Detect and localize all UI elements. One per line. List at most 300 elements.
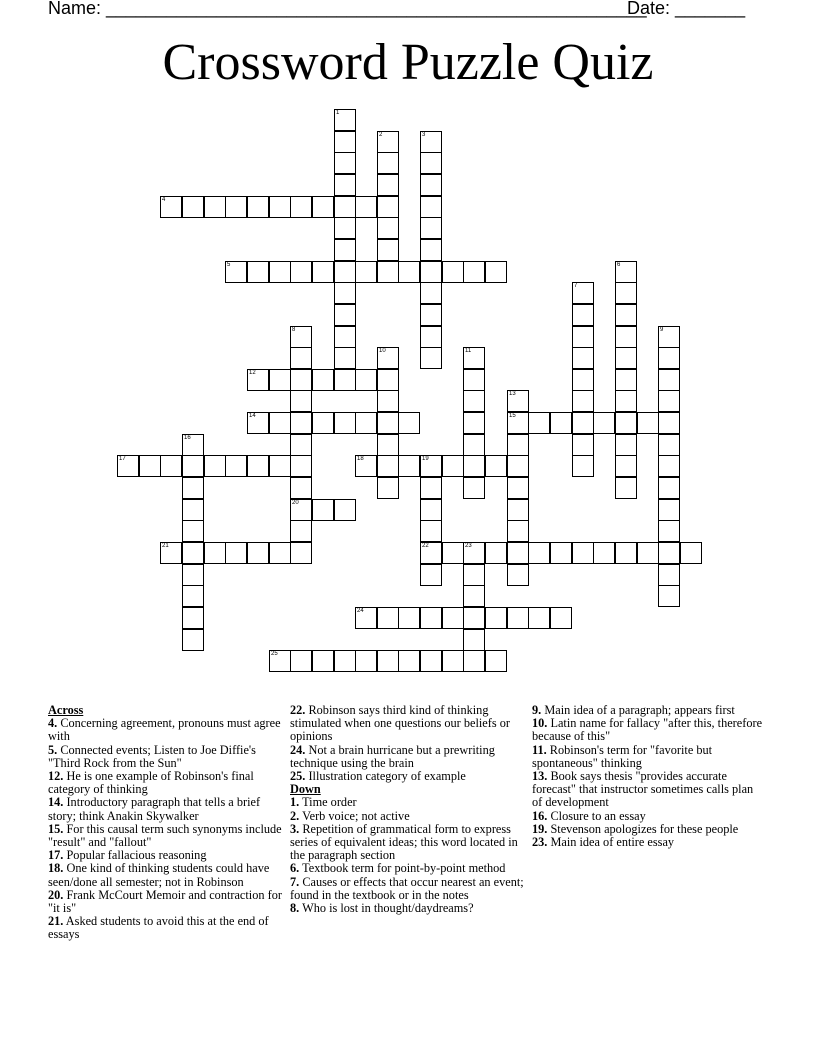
- grid-cell[interactable]: [658, 412, 680, 434]
- clue-text: Stevenson apologizes for these people: [550, 821, 739, 836]
- clue-text: Repetition of grammatical form to express series of equivalent ideas; this word located in the paragraph section: [290, 821, 518, 863]
- grid-cell[interactable]: [550, 607, 572, 629]
- clue-text: Robinson says third kind of thinking stimulated when one questions our beliefs or opinions: [290, 703, 510, 744]
- grid-cell[interactable]: [420, 174, 442, 196]
- grid-cell[interactable]: [420, 477, 442, 499]
- grid-cell[interactable]: [312, 499, 334, 521]
- grid-cell[interactable]: [528, 412, 550, 434]
- grid-cell[interactable]: [334, 304, 356, 326]
- grid-cell[interactable]: [182, 196, 204, 218]
- grid-cell[interactable]: [247, 196, 269, 218]
- clue-item: [290, 823, 524, 863]
- grid-cell[interactable]: [637, 412, 659, 434]
- grid-cell[interactable]: [182, 564, 204, 586]
- grid-cell[interactable]: [572, 369, 594, 391]
- grid-cell[interactable]: [420, 564, 442, 586]
- grid-cell[interactable]: [463, 607, 485, 629]
- grid-cell[interactable]: [615, 326, 637, 348]
- clue-number: 6: [617, 262, 621, 268]
- grid-cell[interactable]: [247, 455, 269, 477]
- grid-cell[interactable]: [377, 239, 399, 261]
- clue-number: 14: [249, 413, 256, 419]
- grid-cell[interactable]: [572, 434, 594, 456]
- grid-cell[interactable]: [572, 412, 594, 434]
- grid-cell[interactable]: [593, 412, 615, 434]
- grid-cell[interactable]: [290, 542, 312, 564]
- grid-cell[interactable]: [377, 607, 399, 629]
- clue-text: Latin name for fallacy "after this, therefore because of this": [532, 716, 763, 744]
- grid-cell[interactable]: [290, 455, 312, 477]
- grid-cell[interactable]: [377, 650, 399, 672]
- grid-cell[interactable]: [117, 455, 139, 477]
- grid-cell[interactable]: [615, 390, 637, 412]
- grid-cell[interactable]: [572, 542, 594, 564]
- grid-cell[interactable]: [615, 477, 637, 499]
- grid-cell[interactable]: [269, 412, 291, 434]
- grid-cell[interactable]: [377, 217, 399, 239]
- grid-cell[interactable]: [182, 629, 204, 651]
- clue-number: 20.: [48, 887, 64, 902]
- page-title: Crossword Puzzle Quiz: [162, 34, 654, 91]
- clue-text: Main idea of entire essay: [550, 835, 675, 850]
- grid-cell[interactable]: [658, 326, 680, 348]
- grid-cell[interactable]: [550, 542, 572, 564]
- grid-cell[interactable]: [269, 650, 291, 672]
- grid-cell[interactable]: [355, 650, 377, 672]
- clue-item: [290, 704, 524, 744]
- grid-cell[interactable]: [485, 542, 507, 564]
- grid-cell[interactable]: [615, 412, 637, 434]
- grid-cell[interactable]: [658, 455, 680, 477]
- clue-text: Main idea of a paragraph; appears first: [544, 703, 735, 717]
- grid-cell[interactable]: [420, 607, 442, 629]
- grid-cell[interactable]: [334, 282, 356, 304]
- grid-cell[interactable]: [247, 369, 269, 391]
- grid-cell[interactable]: [355, 261, 377, 283]
- grid-cell[interactable]: [572, 282, 594, 304]
- clue-number: 25: [271, 651, 278, 657]
- grid-cell[interactable]: [334, 369, 356, 391]
- clue-number: 2.: [290, 808, 300, 823]
- clue-number: 19: [422, 456, 429, 462]
- grid-cell[interactable]: [420, 261, 442, 283]
- clue-item: [48, 862, 282, 888]
- grid-cell[interactable]: [290, 390, 312, 412]
- grid-cell[interactable]: [507, 607, 529, 629]
- clue-number: 20: [292, 500, 299, 506]
- grid-cell[interactable]: [160, 542, 182, 564]
- grid-cell[interactable]: [680, 542, 702, 564]
- grid-cell[interactable]: [204, 196, 226, 218]
- grid-cell[interactable]: [507, 542, 529, 564]
- name-field-label: Name: ______________________________________________________: [48, 0, 647, 18]
- grid-cell[interactable]: [615, 304, 637, 326]
- grid-cell[interactable]: [485, 607, 507, 629]
- grid-cell[interactable]: [507, 564, 529, 586]
- grid-cell[interactable]: [312, 196, 334, 218]
- clue-text: Introductory paragraph that tells a brief story; think Anakin Skywalker: [48, 795, 261, 823]
- grid-cell[interactable]: [290, 520, 312, 542]
- grid-cell[interactable]: [442, 650, 464, 672]
- grid-cell[interactable]: [225, 196, 247, 218]
- clue-number: 10: [379, 348, 386, 354]
- grid-cell[interactable]: [550, 412, 572, 434]
- grid-cell[interactable]: [485, 650, 507, 672]
- grid-cell[interactable]: [334, 109, 356, 131]
- grid-cell[interactable]: [658, 499, 680, 521]
- grid-cell[interactable]: [312, 650, 334, 672]
- grid-cell[interactable]: [290, 347, 312, 369]
- grid-cell[interactable]: [312, 369, 334, 391]
- grid-cell[interactable]: [377, 455, 399, 477]
- clue-text: Who is lost in thought/daydreams?: [302, 901, 474, 916]
- date-field-label: Date: _______: [627, 0, 746, 18]
- clue-number: 8: [292, 327, 296, 333]
- grid-cell[interactable]: [334, 152, 356, 174]
- grid-cell[interactable]: [225, 542, 247, 564]
- grid-cell[interactable]: [507, 434, 529, 456]
- clue-number: 9: [660, 327, 664, 333]
- grid-cell[interactable]: [290, 477, 312, 499]
- grid-cell[interactable]: [442, 542, 464, 564]
- grid-cell[interactable]: [658, 369, 680, 391]
- grid-cell[interactable]: [463, 629, 485, 651]
- clue-number: 5: [227, 262, 231, 268]
- clue-number: 3.: [290, 821, 300, 836]
- clue-text: Frank McCourt Memoir and contraction for "it is": [48, 887, 282, 916]
- grid-cell[interactable]: [334, 261, 356, 283]
- clue-number: 6.: [290, 861, 300, 876]
- grid-cell[interactable]: [334, 174, 356, 196]
- grid-cell[interactable]: [269, 455, 291, 477]
- grid-cell[interactable]: [658, 347, 680, 369]
- grid-cell[interactable]: [528, 607, 550, 629]
- grid-cell[interactable]: [160, 196, 182, 218]
- clue-number: 1: [336, 110, 340, 116]
- clue-text: Asked students to avoid this at the end of essays: [48, 914, 269, 942]
- grid-cell[interactable]: [290, 434, 312, 456]
- clue-number: 1.: [290, 795, 300, 810]
- grid-cell[interactable]: [507, 520, 529, 542]
- grid-cell[interactable]: [507, 499, 529, 521]
- clue-number: 7.: [290, 874, 300, 889]
- grid-cell[interactable]: [182, 585, 204, 607]
- grid-cell[interactable]: [572, 304, 594, 326]
- grid-cell[interactable]: [420, 326, 442, 348]
- grid-cell[interactable]: [572, 390, 594, 412]
- clue-text: For this causal term such synonyms include "result" and "fallout": [48, 821, 282, 850]
- clue-number: 4: [162, 197, 166, 203]
- grid-cell[interactable]: [290, 326, 312, 348]
- clue-number: 12: [249, 370, 256, 376]
- clue-number: 11.: [532, 742, 547, 757]
- grid-cell[interactable]: [420, 542, 442, 564]
- grid-cell[interactable]: [398, 650, 420, 672]
- grid-cell[interactable]: [420, 282, 442, 304]
- grid-cell[interactable]: [247, 542, 269, 564]
- grid-cell[interactable]: [247, 261, 269, 283]
- clue-column-2: [290, 704, 524, 915]
- grid-cell[interactable]: [420, 455, 442, 477]
- clue-number: 10.: [532, 716, 548, 731]
- clue-item: [48, 823, 282, 849]
- grid-cell[interactable]: [312, 261, 334, 283]
- grid-cell[interactable]: [615, 282, 637, 304]
- clue-item: [290, 902, 524, 915]
- grid-cell[interactable]: [442, 261, 464, 283]
- grid-cell[interactable]: [398, 261, 420, 283]
- clue-number: 13.: [532, 769, 548, 784]
- grid-cell[interactable]: [442, 607, 464, 629]
- grid-cell[interactable]: [615, 542, 637, 564]
- grid-cell[interactable]: [334, 650, 356, 672]
- grid-cell[interactable]: [290, 412, 312, 434]
- grid-cell[interactable]: [463, 390, 485, 412]
- grid-cell[interactable]: [615, 369, 637, 391]
- across-heading: Across: [48, 703, 84, 717]
- grid-cell[interactable]: [355, 196, 377, 218]
- clue-item: [532, 744, 766, 770]
- grid-cell[interactable]: [507, 390, 529, 412]
- clue-number: 14.: [48, 795, 64, 810]
- grid-cell[interactable]: [420, 239, 442, 261]
- grid-cell[interactable]: [139, 455, 161, 477]
- clue-item: [48, 889, 282, 915]
- clue-item: [290, 744, 524, 770]
- clue-number: 15: [509, 413, 516, 419]
- grid-cell[interactable]: [615, 347, 637, 369]
- grid-cell[interactable]: [377, 174, 399, 196]
- grid-cell[interactable]: [463, 412, 485, 434]
- grid-cell[interactable]: [377, 347, 399, 369]
- grid-cell[interactable]: [312, 412, 334, 434]
- grid-cell[interactable]: [290, 196, 312, 218]
- clue-number: 8.: [290, 901, 300, 916]
- clue-column-3: [532, 704, 766, 849]
- clue-item: [290, 770, 524, 783]
- grid-cell[interactable]: [463, 564, 485, 586]
- grid-cell[interactable]: [377, 152, 399, 174]
- clue-number: 24.: [290, 742, 306, 757]
- grid-cell[interactable]: [225, 261, 247, 283]
- grid-cell[interactable]: [398, 455, 420, 477]
- grid-cell[interactable]: [269, 196, 291, 218]
- clue-text: Verb voice; not active: [302, 808, 410, 823]
- grid-cell[interactable]: [160, 455, 182, 477]
- clue-item: [48, 796, 282, 822]
- grid-cell[interactable]: [420, 304, 442, 326]
- clue-number: 24: [357, 608, 364, 614]
- grid-cell[interactable]: [637, 542, 659, 564]
- clue-number: 19.: [532, 821, 548, 836]
- grid-cell[interactable]: [615, 455, 637, 477]
- clue-number: 21: [162, 543, 169, 549]
- clue-number: 22: [422, 543, 429, 549]
- grid-cell[interactable]: [377, 369, 399, 391]
- grid-cell[interactable]: [334, 326, 356, 348]
- clue-item: [48, 744, 282, 770]
- grid-cell[interactable]: [463, 369, 485, 391]
- clue-number: 16: [184, 435, 191, 441]
- grid-cell[interactable]: [204, 455, 226, 477]
- grid-cell[interactable]: [290, 369, 312, 391]
- clue-number: 17.: [48, 848, 64, 863]
- grid-cell[interactable]: [182, 607, 204, 629]
- grid-cell[interactable]: [290, 261, 312, 283]
- grid-cell[interactable]: [463, 477, 485, 499]
- clue-item: [48, 915, 282, 941]
- grid-cell[interactable]: [463, 347, 485, 369]
- grid-cell[interactable]: [355, 455, 377, 477]
- grid-cell[interactable]: [658, 477, 680, 499]
- grid-cell[interactable]: [398, 412, 420, 434]
- grid-cell[interactable]: [593, 542, 615, 564]
- grid-cell[interactable]: [204, 542, 226, 564]
- grid-cell[interactable]: [377, 196, 399, 218]
- grid-cell[interactable]: [463, 650, 485, 672]
- clue-number: 2: [379, 132, 383, 138]
- clue-number: 18.: [48, 861, 64, 876]
- clue-number: 7: [574, 283, 578, 289]
- clue-number: 23.: [532, 835, 548, 850]
- grid-cell[interactable]: [572, 347, 594, 369]
- grid-cell[interactable]: [290, 499, 312, 521]
- clue-text: Textbook term for point-by-point method: [302, 861, 506, 876]
- clue-number: 25.: [290, 769, 306, 784]
- grid-cell[interactable]: [658, 564, 680, 586]
- grid-cell[interactable]: [442, 455, 464, 477]
- grid-cell[interactable]: [420, 499, 442, 521]
- clue-text: Causes or effects that occur nearest an event; found in the textbook or in the notes: [290, 874, 524, 902]
- grid-cell[interactable]: [420, 217, 442, 239]
- grid-cell[interactable]: [334, 347, 356, 369]
- grid-cell[interactable]: [420, 650, 442, 672]
- grid-cell[interactable]: [182, 499, 204, 521]
- clue-number: 3: [422, 132, 426, 138]
- grid-cell[interactable]: [269, 261, 291, 283]
- clue-item: [532, 717, 766, 743]
- clue-item: [48, 717, 282, 743]
- grid-cell[interactable]: [182, 477, 204, 499]
- clue-number: 13: [509, 391, 516, 397]
- grid-cell[interactable]: [572, 326, 594, 348]
- down-heading: Down: [290, 782, 321, 797]
- clue-number: 15.: [48, 821, 64, 836]
- grid-cell[interactable]: [182, 520, 204, 542]
- clue-number: 9.: [532, 703, 542, 717]
- clue-text: Illustration category of example: [308, 769, 466, 784]
- clue-number: 21.: [48, 914, 64, 929]
- grid-cell[interactable]: [182, 434, 204, 456]
- grid-cell[interactable]: [377, 477, 399, 499]
- clue-number: 22.: [290, 703, 306, 717]
- clue-item: [48, 770, 282, 796]
- clue-text: Closure to an essay: [550, 808, 646, 823]
- clue-text: Concerning agreement, pronouns must agree with: [48, 716, 281, 744]
- clue-number: 18: [357, 456, 364, 462]
- clue-text: Popular fallacious reasoning: [66, 848, 207, 863]
- clue-item: [532, 770, 766, 810]
- grid-cell[interactable]: [377, 434, 399, 456]
- grid-cell[interactable]: [615, 261, 637, 283]
- grid-cell[interactable]: [507, 412, 529, 434]
- grid-cell[interactable]: [334, 196, 356, 218]
- grid-cell[interactable]: [572, 455, 594, 477]
- grid-cell[interactable]: [269, 542, 291, 564]
- grid-cell[interactable]: [528, 542, 550, 564]
- clue-text: He is one example of Robinson's final category of thinking: [48, 769, 254, 797]
- grid-cell[interactable]: [463, 585, 485, 607]
- grid-cell[interactable]: [463, 261, 485, 283]
- grid-cell[interactable]: [377, 390, 399, 412]
- grid-cell[interactable]: [485, 261, 507, 283]
- grid-cell[interactable]: [420, 347, 442, 369]
- grid-cell[interactable]: [355, 369, 377, 391]
- grid-cell[interactable]: [658, 585, 680, 607]
- grid-cell[interactable]: [507, 477, 529, 499]
- grid-cell[interactable]: [334, 412, 356, 434]
- grid-cell[interactable]: [463, 455, 485, 477]
- grid-cell[interactable]: [658, 542, 680, 564]
- grid-cell[interactable]: [355, 412, 377, 434]
- clue-number: 16.: [532, 808, 548, 823]
- grid-cell[interactable]: [463, 434, 485, 456]
- grid-cell[interactable]: [377, 412, 399, 434]
- grid-cell[interactable]: [355, 607, 377, 629]
- clue-number: 23: [465, 543, 472, 549]
- grid-cell[interactable]: [420, 196, 442, 218]
- grid-cell[interactable]: [182, 542, 204, 564]
- grid-cell[interactable]: [398, 607, 420, 629]
- clue-number: 17: [119, 456, 126, 462]
- grid-cell[interactable]: [507, 455, 529, 477]
- grid-cell[interactable]: [334, 499, 356, 521]
- grid-cell[interactable]: [225, 455, 247, 477]
- grid-cell[interactable]: [334, 131, 356, 153]
- grid-cell[interactable]: [615, 434, 637, 456]
- clue-text: Book says thesis "provides accurate forecast" that instructor sometimes calls plan of development: [532, 769, 754, 810]
- grid-cell[interactable]: [420, 131, 442, 153]
- clue-number: 4.: [48, 716, 58, 731]
- grid-cell[interactable]: [658, 434, 680, 456]
- clue-text: Time order: [302, 795, 357, 810]
- grid-cell[interactable]: [377, 261, 399, 283]
- clue-number: 5.: [48, 742, 58, 757]
- grid-cell[interactable]: [182, 455, 204, 477]
- grid-cell[interactable]: [658, 390, 680, 412]
- grid-cell[interactable]: [485, 455, 507, 477]
- grid-cell[interactable]: [247, 412, 269, 434]
- grid-cell[interactable]: [269, 369, 291, 391]
- clue-number: 11: [465, 348, 472, 354]
- grid-cell[interactable]: [420, 520, 442, 542]
- clue-item: [532, 836, 766, 849]
- clue-text: One kind of thinking students could have seen/done all semester; not in Robinson: [48, 861, 270, 889]
- clue-text: Not a brain hurricane but a prewriting technique using the brain: [290, 742, 495, 770]
- grid-cell[interactable]: [463, 542, 485, 564]
- clue-item: [290, 876, 524, 902]
- grid-cell[interactable]: [377, 131, 399, 153]
- grid-cell[interactable]: [290, 650, 312, 672]
- grid-cell[interactable]: [658, 520, 680, 542]
- clue-text: Robinson's term for "favorite but spontaneous" thinking: [532, 742, 713, 770]
- clue-number: 12.: [48, 769, 64, 784]
- grid-cell[interactable]: [420, 152, 442, 174]
- clue-column-1: [48, 704, 282, 942]
- grid-cell[interactable]: [334, 239, 356, 261]
- grid-cell[interactable]: [334, 217, 356, 239]
- clue-text: Connected events; Listen to Joe Diffie's "Third Rock from the Sun": [48, 742, 256, 770]
